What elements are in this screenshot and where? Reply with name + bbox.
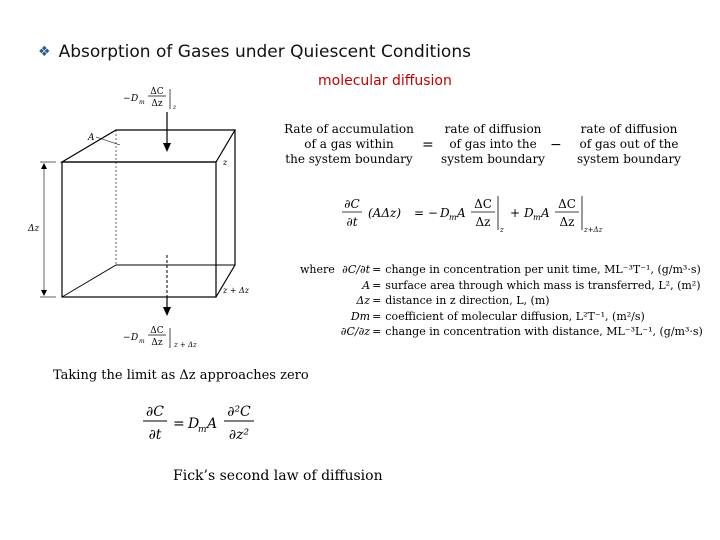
- svg-text:∂C: ∂C: [344, 197, 360, 211]
- definition-row: where ∂C/∂t = change in concentration per unit time, ML⁻³T⁻¹, (g/m³·s): [300, 263, 701, 276]
- box-front-face: [62, 162, 216, 297]
- svg-text:z + Δz: z + Δz: [174, 341, 197, 349]
- svg-text:A: A: [207, 416, 218, 432]
- slide-subtitle: molecular diffusion: [318, 73, 452, 89]
- svg-text:D: D: [440, 206, 450, 220]
- z-plus-dz-label: z + Δz: [223, 286, 249, 295]
- svg-text:D: D: [188, 416, 200, 432]
- svg-text:z: z: [500, 226, 504, 234]
- svg-text:ΔC: ΔC: [474, 197, 492, 211]
- balance-term-diffusion-in: rate of diffusion of gas into the system boundary: [441, 122, 545, 166]
- flux-out-arrowhead: [163, 307, 171, 316]
- box-right-edge: [216, 130, 235, 297]
- svg-text:A: A: [541, 206, 550, 220]
- balance-term-diffusion-out: rate of diffusion of gas out of the system boundary: [577, 122, 681, 166]
- dz-label: Δz: [28, 224, 40, 234]
- svg-text:Δz: Δz: [475, 215, 491, 229]
- svg-text:∂t: ∂t: [346, 215, 358, 229]
- svg-text:D: D: [131, 94, 139, 104]
- svg-text:(AΔz): (AΔz): [368, 206, 402, 220]
- svg-text:m: m: [198, 425, 207, 435]
- svg-text:m: m: [139, 338, 145, 345]
- svg-text:z+Δz: z+Δz: [584, 226, 603, 234]
- mass-balance-equation: [340, 192, 630, 238]
- definition-row: Δz = distance in z direction, L, (m): [356, 294, 550, 307]
- svg-text:Δz: Δz: [151, 338, 163, 348]
- flux-in-arrowhead: [163, 143, 171, 152]
- area-label: A: [88, 133, 95, 143]
- svg-text:+: +: [510, 206, 521, 220]
- svg-text:∂z²: ∂z²: [228, 427, 250, 443]
- definition-row: A = surface area through which mass is transferred, L², (m²): [362, 278, 701, 292]
- svg-text:−: −: [123, 333, 131, 343]
- svg-text:z: z: [173, 104, 177, 111]
- svg-text:m: m: [449, 213, 457, 222]
- ficks-law-equation: [140, 398, 270, 452]
- svg-text:∂C: ∂C: [146, 404, 164, 420]
- svg-text:m: m: [533, 213, 541, 222]
- svg-text:−: −: [123, 94, 131, 104]
- svg-text:A: A: [457, 206, 466, 220]
- svg-text:∂t: ∂t: [148, 427, 162, 443]
- svg-text:=: =: [173, 416, 185, 432]
- definitions-list: [300, 262, 703, 340]
- svg-text:Δz: Δz: [151, 99, 163, 109]
- flux-in-label: [123, 87, 177, 111]
- balance-term-accumulation: Rate of accumulation of a gas within the system boundary: [284, 122, 414, 166]
- slide-title: [38, 42, 471, 62]
- flux-out-label: [123, 326, 197, 349]
- svg-text:ΔC: ΔC: [150, 87, 164, 97]
- diamond-bullet-icon: ❖: [38, 44, 51, 60]
- control-volume-diagram: [20, 85, 300, 355]
- slide-title-text: Absorption of Gases under Quiescent Conditions: [58, 42, 471, 62]
- svg-text:D: D: [131, 333, 139, 343]
- balance-minus: −: [550, 137, 562, 153]
- svg-text:m: m: [139, 99, 145, 106]
- z-label: z: [223, 158, 228, 167]
- svg-text:ΔC: ΔC: [150, 326, 164, 336]
- ficks-law-label: Fick’s second law of diffusion: [173, 468, 383, 484]
- svg-text:= −: = −: [414, 206, 438, 220]
- svg-text:D: D: [524, 206, 534, 220]
- svg-text:Δz: Δz: [559, 215, 575, 229]
- definition-row: Dm = coefficient of molecular diffusion, L²T⁻¹, (m²/s): [350, 309, 645, 323]
- box-hidden-edges: [62, 265, 235, 297]
- limit-text: Taking the limit as Δz approaches zero: [53, 368, 309, 383]
- balance-equals: =: [422, 137, 434, 153]
- svg-text:∂²C: ∂²C: [227, 404, 251, 420]
- svg-text:ΔC: ΔC: [558, 197, 576, 211]
- definition-row: ∂C/∂z = change in concentration with distance, ML⁻³L⁻¹, (g/m³·s): [340, 325, 703, 338]
